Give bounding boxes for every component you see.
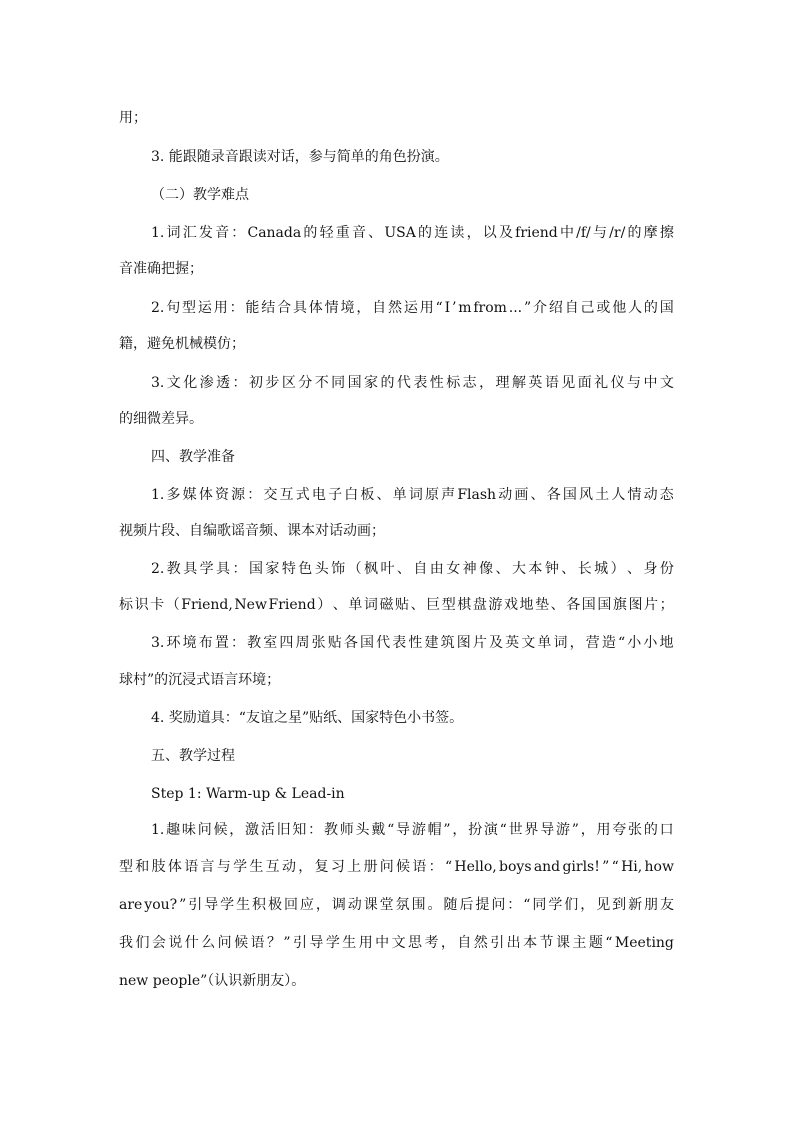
paragraph-line: 我 们 会 说 什 么 问 候 语 ？ ” 引 导 学 生 用 中 文 思 考 ， 自 然 引 出 本 节 课 主 题 “ Meeting	[119, 935, 674, 951]
paragraph-line: Step 1: Warm-up & Lead-in	[151, 786, 345, 802]
paragraph-line: 音准确把握；	[119, 261, 203, 277]
paragraph-line: 球村”的沉浸式语言环境；	[119, 672, 281, 688]
paragraph-line: 3. 文 化 渗 透 ： 初 步 区 分 不 同 国 家 的 代 表 性 标 志 ， 理 解 英 语 见 面 礼 仪 与 中 文	[151, 375, 674, 391]
paragraph-line: 的细微差异。	[119, 411, 203, 427]
paragraph-line: 四、教学准备	[151, 449, 235, 465]
paragraph-line: 型 和 肢 体 语 言 与 学 生 互 动 ， 复 习 上 册 问 候 语 ： “ Hello, boys and girls! ” “ Hi, how	[119, 859, 674, 875]
paragraph-line: are you? ” 引 导 学 生 积 极 回 应 ， 调 动 课 堂 氛 围 。 随 后 提 问 ： “ 同 学 们 ， 见 到 新 朋 友	[119, 897, 674, 913]
paragraph-line: 1. 趣 味 问 候 ， 激 活 旧 知 ： 教 师 头 戴 “ 导 游 帽 ” ， 扮 演 “ 世 界 导 游 ” ， 用 夸 张 的 口	[151, 822, 674, 838]
paragraph-line: 标 识 卡 （ Friend, New Friend ） 、 单 词 磁 贴 、 巨 型 棋 盘 游 戏 地 垫 、 各 国 国 旗 图 片 ；	[119, 597, 674, 613]
paragraph-line: new people”（认识新朋友）。	[119, 973, 306, 989]
paragraph-line: 2. 句 型 运 用 ： 能 结 合 具 体 情 境 ， 自 然 运 用 “ I ’ m from ... ” 介 绍 自 己 或 他 人 的 国	[151, 300, 674, 316]
paragraph-line: 五、教学过程	[151, 748, 235, 764]
paragraph-line: 4. 奖励道具：“友谊之星”贴纸、国家特色小书签。	[151, 710, 464, 726]
paragraph-line: 2. 教 具 学 具 ： 国 家 特 色 头 饰 （ 枫 叶 、 自 由 女 神 像 、 大 本 钟 、 长 城 ） 、 身 份	[151, 561, 674, 577]
paragraph-line: 籍，避免机械模仿；	[119, 336, 245, 352]
paragraph-line: 1. 词 汇 发 音 ： Canada 的 轻 重 音 、 USA 的 连 读 ， 以 及 friend 中 /f/ 与 /r/ 的 摩 擦	[151, 225, 674, 241]
paragraph-line: 用；	[119, 110, 147, 126]
paragraph-line: （二）教学难点	[151, 187, 249, 203]
paragraph-line: 3. 能跟随录音跟读对话，参与简单的角色扮演。	[151, 149, 449, 165]
paragraph-line: 1. 多 媒 体 资 源 ： 交 互 式 电 子 白 板 、 单 词 原 声 Flash 动 画 、 各 国 风 土 人 情 动 态	[151, 487, 674, 503]
paragraph-line: 3. 环 境 布 置 ： 教 室 四 周 张 贴 各 国 代 表 性 建 筑 图 片 及 英 文 单 词 ， 营 造 “ 小 小 地	[151, 635, 674, 651]
paragraph-line: 视频片段、自编歌谣音频、课本对话动画；	[119, 523, 385, 539]
